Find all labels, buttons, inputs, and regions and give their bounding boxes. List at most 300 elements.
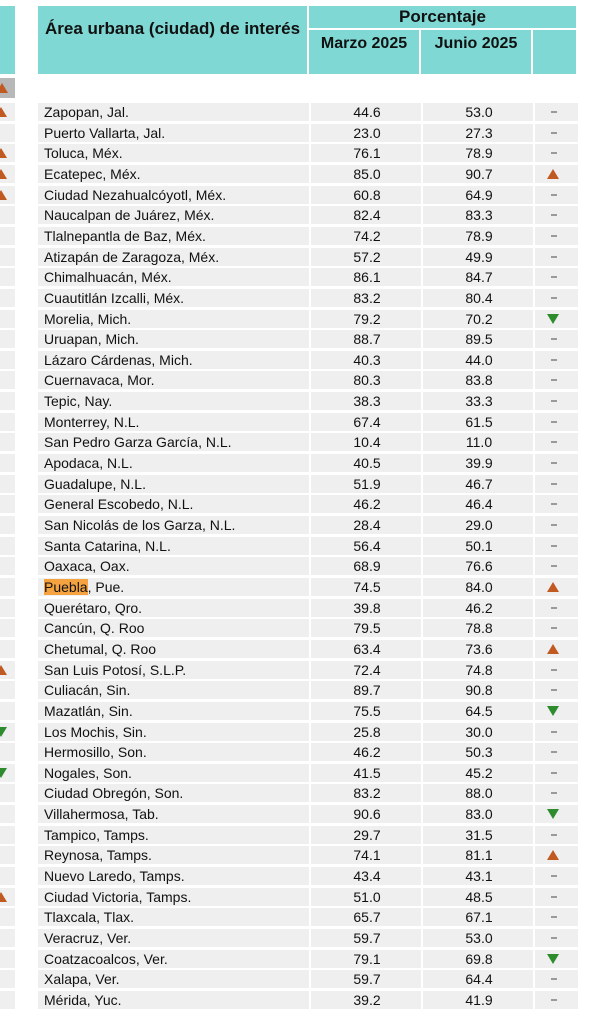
left-fragment-row: [0, 392, 15, 410]
city-name: Guadalupe, N.L.: [38, 475, 309, 493]
june-value: 50.3: [421, 743, 535, 761]
june-value: 43.1: [421, 867, 535, 885]
trend-indicator: [533, 144, 578, 162]
left-fragment-row: [0, 619, 15, 637]
june-value: 53.0: [421, 929, 535, 947]
city-name: Coatzacoalcos, Ver.: [38, 950, 309, 968]
march-value: 40.3: [309, 351, 423, 369]
left-fragment-row: [0, 640, 15, 658]
city-name: Puebla, Pue.: [38, 578, 309, 596]
march-value: 10.4: [309, 433, 423, 451]
no-change-dash-icon: [551, 607, 557, 609]
table-row: [38, 310, 576, 328]
no-change-dash-icon: [551, 978, 557, 980]
no-change-dash-icon: [551, 669, 557, 671]
march-value: 46.2: [309, 495, 423, 513]
march-value: 44.6: [309, 103, 423, 121]
march-value: 56.4: [309, 537, 423, 555]
city-name: Morelia, Mich.: [38, 310, 309, 328]
city-name: Apodaca, N.L.: [38, 454, 309, 472]
table-row: [38, 248, 576, 266]
no-change-dash-icon: [551, 999, 557, 1001]
march-value: 89.7: [309, 681, 423, 699]
trend-indicator: [533, 537, 578, 555]
march-value: 72.4: [309, 661, 423, 679]
trend-indicator: [533, 619, 578, 637]
city-name: Querétaro, Qro.: [38, 599, 309, 617]
june-value: 50.1: [421, 537, 535, 555]
table-row: [38, 557, 576, 575]
left-gray-bar: [0, 78, 15, 98]
left-fragment-row: [0, 702, 15, 720]
trend-indicator: [533, 557, 578, 575]
city-name: Xalapa, Ver.: [38, 970, 309, 988]
left-fragment-row: [0, 351, 15, 369]
table-row: [38, 867, 576, 885]
trend-indicator: [533, 723, 578, 741]
trend-indicator: [533, 681, 578, 699]
city-name: Puerto Vallarta, Jal.: [38, 124, 309, 142]
june-value: 29.0: [421, 516, 535, 534]
city-name: Oaxaca, Oax.: [38, 557, 309, 575]
trend-indicator: [533, 970, 578, 988]
trend-indicator: [533, 846, 578, 864]
march-value: 80.3: [309, 371, 423, 389]
no-change-dash-icon: [551, 214, 557, 216]
march-value: 85.0: [309, 165, 423, 183]
march-value: 25.8: [309, 723, 423, 741]
june-value: 88.0: [421, 784, 535, 802]
up-arrow-icon: [547, 644, 559, 654]
no-change-dash-icon: [551, 627, 557, 629]
no-change-dash-icon: [551, 751, 557, 753]
city-name: Chetumal, Q. Roo: [38, 640, 309, 658]
march-value: 41.5: [309, 764, 423, 782]
table-row: [38, 227, 576, 245]
june-value: 11.0: [421, 433, 535, 451]
table-row: [38, 702, 576, 720]
no-change-dash-icon: [551, 462, 557, 464]
march-value: 29.7: [309, 826, 423, 844]
no-change-dash-icon: [551, 276, 557, 278]
city-name: Culiacán, Sin.: [38, 681, 309, 699]
march-value: 40.5: [309, 454, 423, 472]
state-abbrev: Pue.: [95, 578, 125, 595]
june-value: 83.3: [421, 206, 535, 224]
left-fragment-row: [0, 371, 15, 389]
up-arrow-icon: [0, 107, 7, 117]
june-value: 76.6: [421, 557, 535, 575]
trend-indicator: [533, 640, 578, 658]
city-name: Naucalpan de Juárez, Méx.: [38, 206, 309, 224]
city-name: Cuautitlán Izcalli, Méx.: [38, 289, 309, 307]
table-row: [38, 206, 576, 224]
city-name: San Luis Potosí, S.L.P.: [38, 661, 309, 679]
march-value: 38.3: [309, 392, 423, 410]
down-arrow-icon: [547, 314, 559, 324]
left-fragment-row: [0, 867, 15, 885]
highlighted-city: Puebla: [44, 578, 88, 595]
table-row: [38, 929, 576, 947]
down-arrow-icon: [547, 954, 559, 964]
left-fragment-row: [0, 454, 15, 472]
march-value: 59.7: [309, 970, 423, 988]
june-value: 67.1: [421, 908, 535, 926]
no-change-dash-icon: [551, 132, 557, 134]
city-name: Ciudad Victoria, Tamps.: [38, 888, 309, 906]
no-change-dash-icon: [551, 792, 557, 794]
june-value: 74.8: [421, 661, 535, 679]
trend-indicator: [533, 888, 578, 906]
left-fragment-row: [0, 268, 15, 286]
up-arrow-icon: [547, 850, 559, 860]
trend-indicator: [533, 310, 578, 328]
table-row: [38, 537, 576, 555]
june-value: 80.4: [421, 289, 535, 307]
no-change-dash-icon: [551, 524, 557, 526]
city-name: Santa Catarina, N.L.: [38, 537, 309, 555]
june-value: 39.9: [421, 454, 535, 472]
trend-indicator: [533, 392, 578, 410]
city-name: General Escobedo, N.L.: [38, 495, 309, 513]
trend-indicator: [533, 826, 578, 844]
march-value: 79.5: [309, 619, 423, 637]
trend-indicator: [533, 867, 578, 885]
up-arrow-icon: [0, 169, 7, 179]
city-name: Ciudad Nezahualcóyotl, Méx.: [38, 186, 309, 204]
no-change-dash-icon: [551, 565, 557, 567]
june-value: 90.8: [421, 681, 535, 699]
march-value: 28.4: [309, 516, 423, 534]
march-value: 82.4: [309, 206, 423, 224]
no-change-dash-icon: [551, 111, 557, 113]
left-fragment-row: [0, 433, 15, 451]
table-row: [38, 640, 576, 658]
left-fragment-row: [0, 970, 15, 988]
percentage-group-header: Porcentaje: [309, 6, 576, 28]
trend-indicator: [533, 124, 578, 142]
trend-indicator: [533, 929, 578, 947]
trend-indicator: [533, 248, 578, 266]
city-name: Veracruz, Ver.: [38, 929, 309, 947]
june-value: 84.0: [421, 578, 535, 596]
left-fragment-row: [0, 743, 15, 761]
table-row: [38, 330, 576, 348]
trend-indicator: [533, 165, 578, 183]
no-change-dash-icon: [551, 194, 557, 196]
trend-indicator: [533, 454, 578, 472]
table-row: [38, 165, 576, 183]
left-fragment-row: [0, 846, 15, 864]
left-fragment-row: [0, 330, 15, 348]
table-row: [38, 186, 576, 204]
trend-indicator: [533, 516, 578, 534]
no-change-dash-icon: [551, 256, 557, 258]
march-2025-header: Marzo 2025: [309, 30, 419, 74]
left-fragment-row: [0, 826, 15, 844]
table-row: [38, 495, 576, 513]
table-row: [38, 619, 576, 637]
june-value: 33.3: [421, 392, 535, 410]
city-name: Tampico, Tamps.: [38, 826, 309, 844]
june-value: 46.7: [421, 475, 535, 493]
no-change-dash-icon: [551, 689, 557, 691]
table-row: [38, 516, 576, 534]
march-value: 74.2: [309, 227, 423, 245]
table-row: [38, 784, 576, 802]
city-name: Mazatlán, Sin.: [38, 702, 309, 720]
trend-indicator: [533, 661, 578, 679]
up-arrow-icon: [0, 892, 7, 902]
march-value: 79.1: [309, 950, 423, 968]
table-row: [38, 103, 576, 121]
down-arrow-icon: [547, 809, 559, 819]
june-value: 45.2: [421, 764, 535, 782]
march-value: 88.7: [309, 330, 423, 348]
table-row: [38, 454, 576, 472]
june-value: 30.0: [421, 723, 535, 741]
table-row: [38, 475, 576, 493]
trend-indicator: [533, 227, 578, 245]
table-row: [38, 351, 576, 369]
city-name: Tlalnepantla de Baz, Méx.: [38, 227, 309, 245]
left-fragment-row: [0, 206, 15, 224]
left-header-fragment: [0, 6, 15, 74]
down-arrow-icon: [0, 768, 7, 778]
up-arrow-icon: [0, 665, 7, 675]
no-change-dash-icon: [551, 338, 557, 340]
trend-indicator: [533, 743, 578, 761]
march-value: 65.7: [309, 908, 423, 926]
trend-indicator: [533, 206, 578, 224]
table-row: [38, 392, 576, 410]
table-row: [38, 970, 576, 988]
june-value: 78.8: [421, 619, 535, 637]
trend-indicator: [533, 475, 578, 493]
no-change-dash-icon: [551, 834, 557, 836]
table-row: [38, 599, 576, 617]
left-fragment-row: [0, 475, 15, 493]
march-value: 51.0: [309, 888, 423, 906]
no-change-dash-icon: [551, 297, 557, 299]
city-name: Ciudad Obregón, Son.: [38, 784, 309, 802]
trend-indicator: [533, 784, 578, 802]
march-value: 51.9: [309, 475, 423, 493]
table-row: [38, 289, 576, 307]
table-row: [38, 578, 576, 596]
march-value: 57.2: [309, 248, 423, 266]
city-name: Reynosa, Tamps.: [38, 846, 309, 864]
trend-indicator: [533, 289, 578, 307]
june-value: 83.0: [421, 805, 535, 823]
table-row: [38, 371, 576, 389]
left-fragment-row: [0, 124, 15, 142]
table-row: [38, 805, 576, 823]
march-value: 83.2: [309, 289, 423, 307]
city-name: Nuevo Laredo, Tamps.: [38, 867, 309, 885]
left-fragment-row: [0, 537, 15, 555]
no-change-dash-icon: [551, 379, 557, 381]
march-value: 46.2: [309, 743, 423, 761]
june-value: 78.9: [421, 227, 535, 245]
left-fragment-row: [0, 557, 15, 575]
city-name: Cuernavaca, Mor.: [38, 371, 309, 389]
table-row: [38, 723, 576, 741]
up-arrow-icon: [0, 83, 8, 93]
left-fragment-row: [0, 248, 15, 266]
june-value: 90.7: [421, 165, 535, 183]
trend-indicator: [533, 371, 578, 389]
city-name: Atizapán de Zaragoza, Méx.: [38, 248, 309, 266]
table-row: [38, 743, 576, 761]
trend-indicator: [533, 103, 578, 121]
march-value: 60.8: [309, 186, 423, 204]
no-change-dash-icon: [551, 875, 557, 877]
no-change-dash-icon: [551, 421, 557, 423]
june-value: 69.8: [421, 950, 535, 968]
table-row: [38, 144, 576, 162]
june-value: 27.3: [421, 124, 535, 142]
no-change-dash-icon: [551, 235, 557, 237]
march-value: 74.1: [309, 846, 423, 864]
up-arrow-icon: [547, 582, 559, 592]
trend-indicator: [533, 413, 578, 431]
march-value: 83.2: [309, 784, 423, 802]
trend-indicator: [533, 268, 578, 286]
left-fragment-row: [0, 413, 15, 431]
no-change-dash-icon: [551, 359, 557, 361]
table-row: [38, 268, 576, 286]
trend-indicator: [533, 433, 578, 451]
table-row: [38, 433, 576, 451]
table-row: [38, 908, 576, 926]
city-name: Ecatepec, Méx.: [38, 165, 309, 183]
march-value: 75.5: [309, 702, 423, 720]
march-value: 23.0: [309, 124, 423, 142]
march-value: 90.6: [309, 805, 423, 823]
june-value: 64.9: [421, 186, 535, 204]
march-value: 79.2: [309, 310, 423, 328]
june-value: 84.7: [421, 268, 535, 286]
june-value: 49.9: [421, 248, 535, 266]
city-name: Tepic, Nay.: [38, 392, 309, 410]
left-fragment-row: [0, 516, 15, 534]
trend-indicator: [533, 702, 578, 720]
june-value: 61.5: [421, 413, 535, 431]
no-change-dash-icon: [551, 937, 557, 939]
left-table-fragment: [0, 0, 16, 1024]
trend-column-header: [533, 30, 576, 74]
city-name: Mérida, Yuc.: [38, 991, 309, 1009]
june-value: 41.9: [421, 991, 535, 1009]
left-fragment-row: [0, 495, 15, 513]
june-value: 81.1: [421, 846, 535, 864]
table-row: [38, 846, 576, 864]
june-value: 46.2: [421, 599, 535, 617]
left-fragment-row: [0, 929, 15, 947]
table-row: [38, 661, 576, 679]
no-change-dash-icon: [551, 545, 557, 547]
march-value: 63.4: [309, 640, 423, 658]
left-fragment-row: [0, 991, 15, 1009]
up-arrow-icon: [0, 148, 7, 158]
city-name: San Nicolás de los Garza, N.L.: [38, 516, 309, 534]
table-row: [38, 991, 576, 1009]
trend-indicator: [533, 599, 578, 617]
area-column-header: Área urbana (ciudad) de interés: [38, 6, 307, 74]
no-change-dash-icon: [551, 152, 557, 154]
no-change-dash-icon: [551, 503, 557, 505]
march-value: 74.5: [309, 578, 423, 596]
city-name: San Pedro Garza García, N.L.: [38, 433, 309, 451]
table-row: [38, 413, 576, 431]
down-arrow-icon: [547, 706, 559, 716]
city-name: Cancún, Q. Roo: [38, 619, 309, 637]
city-name: Tlaxcala, Tlax.: [38, 908, 309, 926]
left-fragment-row: [0, 289, 15, 307]
city-name: Los Mochis, Sin.: [38, 723, 309, 741]
trend-indicator: [533, 991, 578, 1009]
no-change-dash-icon: [551, 441, 557, 443]
city-name: Hermosillo, Son.: [38, 743, 309, 761]
left-fragment-row: [0, 681, 15, 699]
no-change-dash-icon: [551, 731, 557, 733]
march-value: 43.4: [309, 867, 423, 885]
left-fragment-row: [0, 805, 15, 823]
table-row: [38, 681, 576, 699]
trend-indicator: [533, 578, 578, 596]
left-fragment-row: [0, 950, 15, 968]
june-value: 73.6: [421, 640, 535, 658]
left-fragment-row: [0, 908, 15, 926]
left-fragment-row: [0, 599, 15, 617]
trend-indicator: [533, 950, 578, 968]
table-row: [38, 888, 576, 906]
no-change-dash-icon: [551, 772, 557, 774]
no-change-dash-icon: [551, 916, 557, 918]
table-row: [38, 826, 576, 844]
june-value: 89.5: [421, 330, 535, 348]
table-row: [38, 764, 576, 782]
june-value: 44.0: [421, 351, 535, 369]
trend-indicator: [533, 186, 578, 204]
march-value: 39.2: [309, 991, 423, 1009]
trend-indicator: [533, 805, 578, 823]
city-name: Zapopan, Jal.: [38, 103, 309, 121]
up-arrow-icon: [547, 169, 559, 179]
left-fragment-row: [0, 310, 15, 328]
june-value: 48.5: [421, 888, 535, 906]
june-value: 31.5: [421, 826, 535, 844]
city-name: Uruapan, Mich.: [38, 330, 309, 348]
june-value: 64.5: [421, 702, 535, 720]
march-value: 86.1: [309, 268, 423, 286]
march-value: 67.4: [309, 413, 423, 431]
city-name: Lázaro Cárdenas, Mich.: [38, 351, 309, 369]
city-name: Villahermosa, Tab.: [38, 805, 309, 823]
june-value: 46.4: [421, 495, 535, 513]
left-fragment-row: [0, 578, 15, 596]
march-value: 59.7: [309, 929, 423, 947]
left-fragment-row: [0, 784, 15, 802]
trend-indicator: [533, 495, 578, 513]
city-name: Toluca, Méx.: [38, 144, 309, 162]
march-value: 76.1: [309, 144, 423, 162]
trend-indicator: [533, 908, 578, 926]
up-arrow-icon: [0, 190, 7, 200]
down-arrow-icon: [0, 727, 7, 737]
city-name: Monterrey, N.L.: [38, 413, 309, 431]
